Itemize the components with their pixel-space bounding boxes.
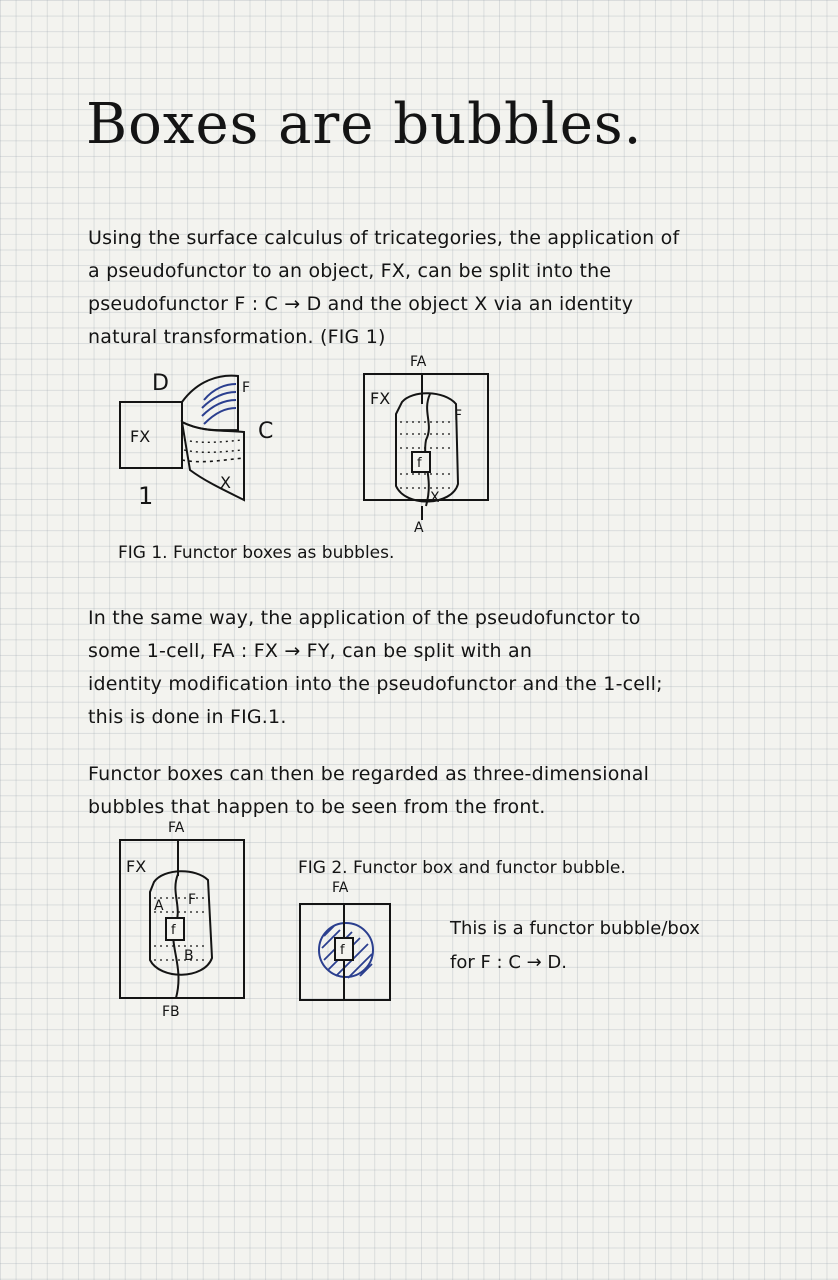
label-bottom: A	[414, 520, 424, 536]
paragraph-3	[88, 758, 649, 824]
fig1-caption: FIG 1. Functor boxes as bubbles.	[118, 543, 395, 563]
dotted-boundary	[182, 458, 244, 462]
fig1-surface-diagram	[110, 360, 290, 520]
label-one: 1	[138, 482, 154, 510]
label-f-node: f	[171, 923, 176, 938]
label-fx: FX	[370, 389, 391, 408]
paragraph-2-line: In the same way, the application of the pseudofunctor to	[88, 607, 641, 629]
dotted-boundary	[184, 440, 242, 442]
label-f-node: f	[340, 943, 345, 958]
label-f-node: f	[417, 456, 422, 471]
paragraph-1	[88, 222, 679, 354]
label-top: FA	[332, 880, 349, 896]
label-f: F	[188, 892, 197, 908]
paragraph-2-line: this is done in FIG.1.	[88, 706, 287, 728]
label-f: F	[454, 408, 463, 424]
label-bottom: FB	[162, 1004, 180, 1020]
label-fx: FX	[130, 427, 151, 446]
paragraph-1-line: Using the surface calculus of tricategories, the application of	[88, 227, 680, 249]
page-title: Boxes are bubbles.	[86, 92, 643, 157]
label-top: FA	[410, 354, 427, 370]
fig2-blue-bubble-diagram	[294, 878, 394, 1018]
paragraph-2-line: identity modification into the pseudofunctor and the 1-cell;	[88, 673, 663, 695]
label-top: FA	[168, 820, 185, 836]
label-fx: FX	[126, 857, 147, 876]
label-b: B	[184, 948, 194, 964]
fig2-bubble-diagram	[114, 818, 254, 1024]
paragraph-1-line: pseudofunctor F : C → D and the object X via an identity	[88, 293, 634, 315]
fig1-bubble-diagram	[352, 352, 502, 536]
paragraph-2-line: some 1-cell, FA : FX → FY, can be split with an	[88, 640, 533, 662]
paragraph-3-line: Functor boxes can then be regarded as three-dimensional	[88, 763, 650, 785]
note-line: for F : C → D.	[450, 952, 568, 973]
paragraph-3-line: bubbles that happen to be seen from the front.	[88, 796, 546, 818]
label-x: X	[430, 490, 440, 506]
paragraph-2	[88, 602, 663, 734]
label-a: A	[154, 898, 164, 914]
label-x: X	[220, 473, 231, 492]
dotted-boundary	[184, 450, 242, 452]
note-line: This is a functor bubble/box	[450, 918, 700, 939]
fig2-caption: FIG 2. Functor box and functor bubble.	[298, 858, 626, 878]
label-f: F	[242, 380, 251, 396]
paragraph-1-line: a pseudofunctor to an object, FX, can be split into the	[88, 260, 612, 282]
label-c: C	[258, 419, 274, 444]
label-d: D	[152, 371, 169, 396]
note	[450, 912, 700, 980]
paragraph-1-line: natural transformation. (FIG 1)	[88, 326, 386, 348]
